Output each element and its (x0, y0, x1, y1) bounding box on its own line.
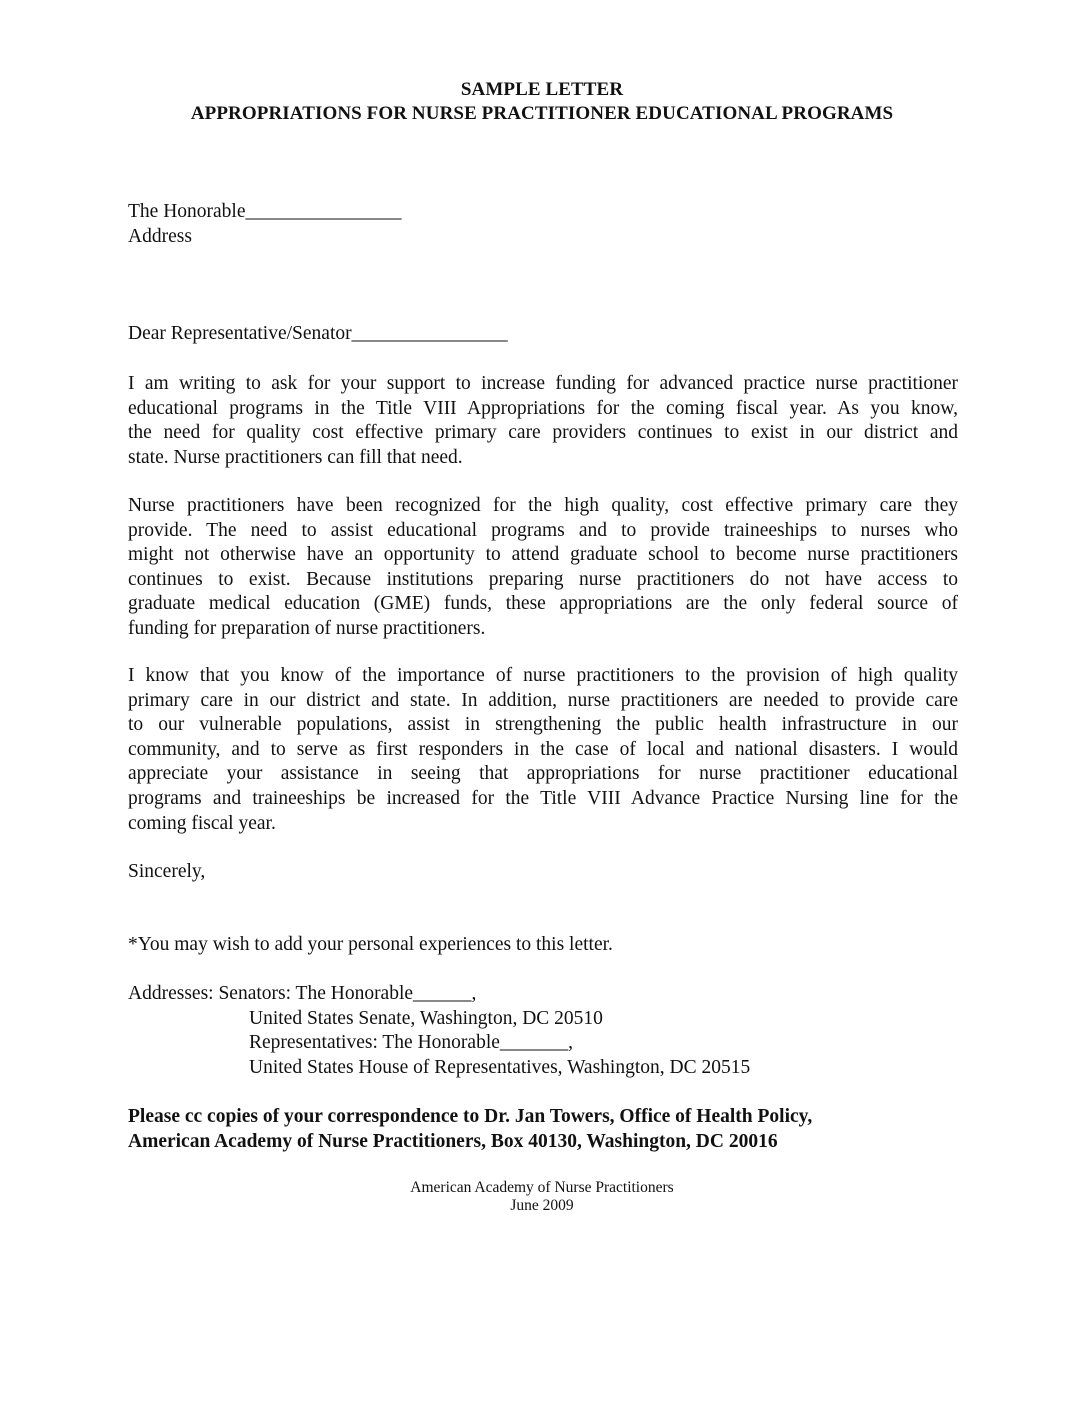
paragraph-line: funding for preparation of nurse practitioners. (128, 617, 486, 639)
salutation-blank: ________________ (351, 323, 508, 344)
paragraph-line: I know that you know of the importance of nurse practitioners to the provision of high quality (128, 665, 958, 686)
paragraph-line: graduate medical education (GME) funds, these appropriations are the only federal source of (128, 593, 958, 615)
body-paragraph-1 (128, 372, 958, 470)
letter-subtitle: APPROPRIATIONS FOR NURSE PRACTITIONER EDUCATIONAL PROGRAMS (190, 103, 894, 124)
paragraph-line: coming fiscal year. (128, 812, 276, 834)
paragraph-line: the need for quality cost effective primary care providers continues to exist in our district and (128, 422, 958, 444)
closing: Sincerely, (128, 861, 206, 882)
paragraph-line: continues to exist. Because institutions preparing nurse practitioners do not have access to (128, 568, 958, 590)
cc-note-line-1: Please cc copies of your correspondence to Dr. Jan Towers, Office of Health Policy, (128, 1106, 813, 1127)
paragraph-line: Nurse practitioners have been recognized for the high quality, cost effective primary care they (128, 495, 958, 516)
salutation-label: Dear Representative/Senator (128, 323, 352, 344)
footer-date: June 2009 (510, 1197, 574, 1214)
paragraph-line: I am writing to ask for your support to increase funding for advanced practice nurse practitioner (128, 373, 958, 394)
paragraph-line: state. Nurse practitioners can fill that need. (128, 446, 463, 468)
letter-title: SAMPLE LETTER (460, 79, 624, 100)
recipient-name-blank: ________________ (245, 201, 402, 222)
paragraph-line: community, and to serve as first responders in the case of local and national disasters. I would (128, 738, 958, 760)
house-address: United States House of Representatives, Washington, DC 20515 (249, 1057, 751, 1078)
recipient-honorable-label: The Honorable (128, 201, 246, 222)
paragraph-line: programs and traineeships be increased for the Title VIII Advance Practice Nursing line for the (128, 787, 958, 809)
addresses-representatives: Representatives: The Honorable_______, (249, 1032, 574, 1053)
recipient-honorable-line (128, 200, 402, 225)
personal-experience-note: *You may wish to add your personal experiences to this letter. (128, 934, 613, 955)
paragraph-line: primary care in our district and state. In addition, nurse practitioners are needed to provide care (128, 689, 958, 711)
addresses-senators: Addresses: Senators: The Honorable______, (128, 983, 477, 1004)
paragraph-line: provide. The need to assist educational programs and to provide traineeships to nurses who (128, 519, 958, 541)
salutation-line (128, 322, 508, 347)
paragraph-line: educational programs in the Title VIII Appropriations for the coming fiscal year. As you know, (128, 397, 958, 419)
paragraph-line: appreciate your assistance in seeing that appropriations for nurse practitioner educational (128, 763, 958, 785)
body-paragraph-2 (128, 494, 958, 642)
footer-organization: American Academy of Nurse Practitioners (410, 1179, 674, 1196)
paragraph-line: might not otherwise have an opportunity to attend graduate school to become nurse practitioners (128, 544, 958, 566)
cc-note-line-2: American Academy of Nurse Practitioners, Box 40130, Washington, DC 20016 (128, 1131, 778, 1152)
body-paragraph-3 (128, 664, 958, 836)
senate-address: United States Senate, Washington, DC 20510 (249, 1008, 603, 1029)
paragraph-line: to our vulnerable populations, assist in strengthening the public health infrastructure in our (128, 714, 958, 736)
recipient-address: Address (128, 226, 192, 247)
